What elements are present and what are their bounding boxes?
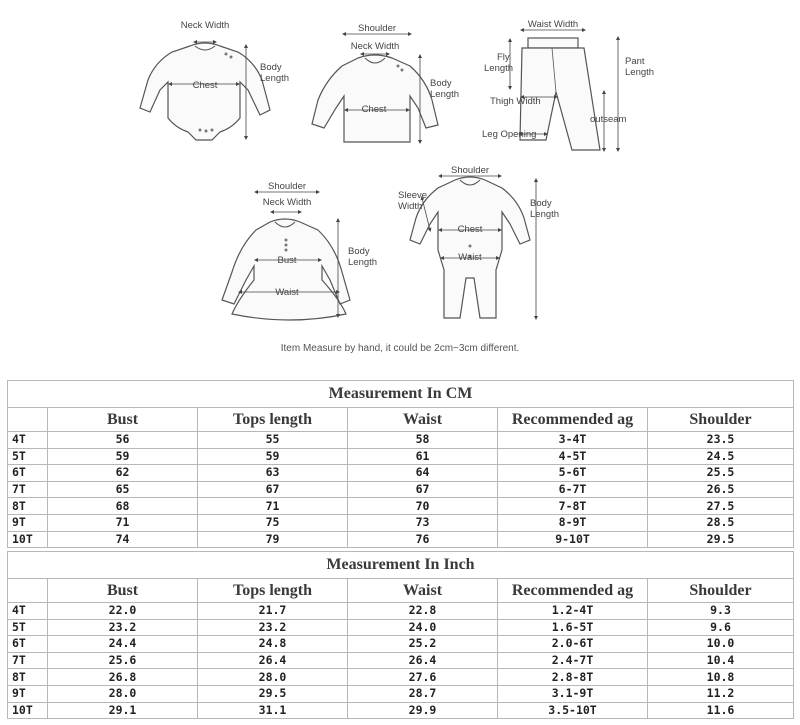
dress-body-length-label xyxy=(348,246,377,268)
table-cell: 10.8 xyxy=(648,669,794,686)
table-cell: 26.8 xyxy=(48,669,198,686)
table-row xyxy=(8,685,794,702)
column-header: Bust xyxy=(48,579,198,603)
table-row xyxy=(8,514,794,531)
table-cell: 24.8 xyxy=(198,636,348,653)
table-cell: 71 xyxy=(198,498,348,515)
pants-diagram xyxy=(482,19,654,150)
table-cell: 8-9T xyxy=(498,514,648,531)
top-neck-width-label: Neck Width xyxy=(350,41,400,52)
size-label-cell: 5T xyxy=(8,619,48,636)
top-body-length-line: Body xyxy=(430,78,452,89)
table-caption: Measurement In CM xyxy=(8,381,794,408)
bodysuit-chest-label: Chest xyxy=(192,80,218,91)
pants-pant-length-label xyxy=(625,56,654,78)
pants-pant-length-line: Pant xyxy=(625,56,645,67)
table-row xyxy=(8,619,794,636)
romper-body-length-line: Length xyxy=(530,209,560,220)
bodysuit-diagram xyxy=(140,20,289,140)
table-cell: 5-6T xyxy=(498,465,648,482)
table-cell: 73 xyxy=(348,514,498,531)
table-cell: 62 xyxy=(48,465,198,482)
table-cell: 29.5 xyxy=(648,531,794,548)
table-cell: 29.1 xyxy=(48,702,198,719)
table-cell: 1.6-5T xyxy=(498,619,648,636)
table-cell: 7-8T xyxy=(498,498,648,515)
table-cell: 24.5 xyxy=(648,448,794,465)
table-cell: 76 xyxy=(348,531,498,548)
romper-body-length-label xyxy=(530,198,559,220)
column-header: Shoulder xyxy=(648,579,794,603)
dress-waist-label: Waist xyxy=(275,287,299,298)
column-header: Bust xyxy=(48,408,198,432)
table-caption: Measurement In Inch xyxy=(8,552,794,579)
size-label-cell: 4T xyxy=(8,432,48,449)
table-cell: 65 xyxy=(48,481,198,498)
table-cell: 25.6 xyxy=(48,652,198,669)
bodysuit-neck-width-label: Neck Width xyxy=(180,20,230,31)
table-cell: 58 xyxy=(348,432,498,449)
column-header: Shoulder xyxy=(648,408,794,432)
column-header: Tops length xyxy=(198,579,348,603)
size-label-cell: 6T xyxy=(8,636,48,653)
table-cell: 31.1 xyxy=(198,702,348,719)
table-cell: 79 xyxy=(198,531,348,548)
table-cell: 55 xyxy=(198,432,348,449)
dress-shoulder-label: Shoulder xyxy=(267,181,307,192)
table-cell: 3-4T xyxy=(498,432,648,449)
table-cell: 28.5 xyxy=(648,514,794,531)
table-cell: 6-7T xyxy=(498,481,648,498)
table-header-row xyxy=(8,579,794,603)
bodysuit-body-length-line: Body xyxy=(260,62,282,73)
romper-sleeve-width-line: Sleeve xyxy=(398,190,428,201)
size-table-inch xyxy=(7,551,794,719)
table-cell: 23.2 xyxy=(48,619,198,636)
table-cell: 25.5 xyxy=(648,465,794,482)
table-row xyxy=(8,669,794,686)
size-label-cell: 5T xyxy=(8,448,48,465)
table-row xyxy=(8,603,794,620)
table-cell: 2.4-7T xyxy=(498,652,648,669)
table-cell: 59 xyxy=(48,448,198,465)
size-label-cell: 7T xyxy=(8,481,48,498)
romper-sleeve-width-line: Width xyxy=(398,201,423,212)
table-row xyxy=(8,531,794,548)
table-cell: 10.0 xyxy=(648,636,794,653)
table-header-row xyxy=(8,408,794,432)
dress-neck-width-label: Neck Width xyxy=(262,197,312,208)
table-corner-cell xyxy=(8,408,48,432)
dress-body-length-line: Length xyxy=(348,257,378,268)
table-cell: 10.4 xyxy=(648,652,794,669)
size-label-cell: 7T xyxy=(8,652,48,669)
romper-shoulder-label: Shoulder xyxy=(450,165,490,176)
table-cell: 75 xyxy=(198,514,348,531)
romper-body-length-line: Body xyxy=(530,198,552,209)
size-label-cell: 6T xyxy=(8,465,48,482)
pants-waist-width-label: Waist Width xyxy=(527,19,579,30)
table-cell: 3.5-10T xyxy=(498,702,648,719)
table-row xyxy=(8,652,794,669)
pants-thigh-width-label: Thigh Width xyxy=(490,96,541,107)
table-cell: 21.7 xyxy=(198,603,348,620)
table-cell: 24.0 xyxy=(348,619,498,636)
table-cell: 63 xyxy=(198,465,348,482)
column-header: Waist xyxy=(348,579,498,603)
size-label-cell: 10T xyxy=(8,531,48,548)
table-cell: 27.6 xyxy=(348,669,498,686)
size-label-cell: 9T xyxy=(8,685,48,702)
table-cell: 11.6 xyxy=(648,702,794,719)
top-body-length-label xyxy=(430,78,459,100)
table-cell: 74 xyxy=(48,531,198,548)
table-cell: 61 xyxy=(348,448,498,465)
bodysuit-body-length-label xyxy=(260,62,289,84)
table-cell: 23.5 xyxy=(648,432,794,449)
pants-fly-length-line: Length xyxy=(484,63,514,74)
table-cell: 24.4 xyxy=(48,636,198,653)
pants-fly-length-label xyxy=(484,52,513,74)
measurement-note: Item Measure by hand, it could be 2cm~3cm different. xyxy=(280,343,520,354)
size-label-cell: 4T xyxy=(8,603,48,620)
table-cell: 68 xyxy=(48,498,198,515)
table-row xyxy=(8,636,794,653)
table-row xyxy=(8,448,794,465)
table-cell: 26.5 xyxy=(648,481,794,498)
table-cell: 22.0 xyxy=(48,603,198,620)
table-cell: 3.1-9T xyxy=(498,685,648,702)
size-label-cell: 9T xyxy=(8,514,48,531)
column-header: Tops length xyxy=(198,408,348,432)
table-cell: 26.4 xyxy=(198,652,348,669)
table-cell: 28.0 xyxy=(48,685,198,702)
top-chest-label: Chest xyxy=(361,104,387,115)
dress-bust-label: Bust xyxy=(277,255,297,266)
table-cell: 56 xyxy=(48,432,198,449)
table-cell: 29.5 xyxy=(198,685,348,702)
column-header: Recommended ag xyxy=(498,408,648,432)
table-cell: 22.8 xyxy=(348,603,498,620)
table-cell: 9.3 xyxy=(648,603,794,620)
table-cell: 9.6 xyxy=(648,619,794,636)
pants-leg-opening-label: Leg Opening xyxy=(482,129,537,140)
table-caption-row xyxy=(8,552,794,579)
dress-diagram xyxy=(222,181,377,320)
table-cell: 67 xyxy=(348,481,498,498)
table-cell: 71 xyxy=(48,514,198,531)
table-cell: 11.2 xyxy=(648,685,794,702)
size-label-cell: 8T xyxy=(8,498,48,515)
size-label-cell: 10T xyxy=(8,702,48,719)
pants-pant-length-line: Length xyxy=(625,67,655,78)
table-cell: 29.9 xyxy=(348,702,498,719)
column-header: Recommended ag xyxy=(498,579,648,603)
table-row xyxy=(8,702,794,719)
table-cell: 27.5 xyxy=(648,498,794,515)
table-cell: 28.0 xyxy=(198,669,348,686)
pants-outseam-label: outseam xyxy=(590,114,627,125)
top-shoulder-label: Shoulder xyxy=(357,23,397,34)
size-table-cm xyxy=(7,380,794,548)
table-row xyxy=(8,481,794,498)
table-cell: 2.0-6T xyxy=(498,636,648,653)
table-cell: 59 xyxy=(198,448,348,465)
column-header: Waist xyxy=(348,408,498,432)
table-cell: 23.2 xyxy=(198,619,348,636)
table-cell: 25.2 xyxy=(348,636,498,653)
table-cell: 70 xyxy=(348,498,498,515)
size-label-cell: 8T xyxy=(8,669,48,686)
table-cell: 64 xyxy=(348,465,498,482)
romper-diagram xyxy=(398,165,559,318)
table-row xyxy=(8,498,794,515)
romper-chest-label: Chest xyxy=(457,224,483,235)
pants-fly-length-line: Fly xyxy=(497,52,510,63)
table-cell: 28.7 xyxy=(348,685,498,702)
romper-waist-label: Waist xyxy=(458,252,482,263)
table-cell: 9-10T xyxy=(498,531,648,548)
table-cell: 67 xyxy=(198,481,348,498)
bodysuit-body-length-line: Length xyxy=(260,73,290,84)
table-caption-row xyxy=(8,381,794,408)
table-row xyxy=(8,465,794,482)
table-cell: 1.2-4T xyxy=(498,603,648,620)
table-row xyxy=(8,432,794,449)
table-cell: 4-5T xyxy=(498,448,648,465)
top-body-length-line: Length xyxy=(430,89,460,100)
top-diagram xyxy=(312,23,459,142)
table-cell: 2.8-8T xyxy=(498,669,648,686)
table-corner-cell xyxy=(8,579,48,603)
table-cell: 26.4 xyxy=(348,652,498,669)
dress-body-length-line: Body xyxy=(348,246,370,257)
